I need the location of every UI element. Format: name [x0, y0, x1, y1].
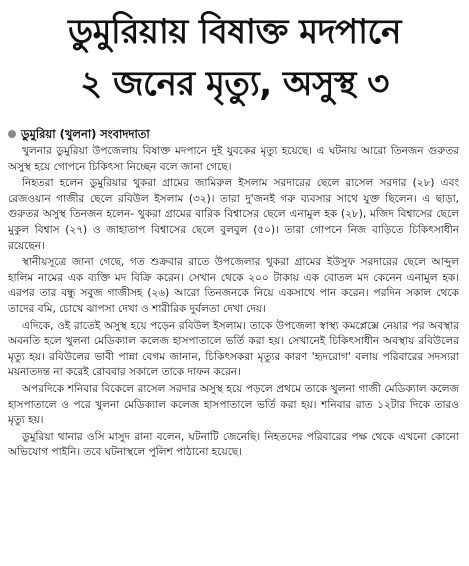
bullet-icon: [8, 130, 16, 138]
byline-place: ডুমুরিয়া (খুলনা): [21, 127, 97, 141]
article-paragraph-6: ডুমুরিয়া থানার ওসি মাসুদ রানা বলেন, ঘটনাটি জেনেছি। নিহতদের পরিবারের পক্ষ থেকে এখনো কোনো অভিযোগ পাইনি। তবে ঘটনাস্থলে পুলিশ পাঠানো হয়েছে।: [8, 430, 459, 459]
headline-line-1: ডুমুরিয়ায় বিষাক্ত মদপানে: [68, 12, 401, 52]
article-paragraph-4: এদিকে, ওই রাতেই অসুস্থ হয়ে পড়েন রবিউল ইসলাম। তাকে উপজেলা স্বাস্থ্য কমপ্লেক্সে নেয়ার পর অবস্থার অবনতি হলে খুলনা মেডিক্যাল কলেজ হাসপাতালে ভর্তি করা হয়। সেখানেই চিকিৎসাধীন অবস্থায় রবিউলের মৃত্যু হয়। রবিউলের ভাবী পান্না বেগম জানান, চিকিৎসকরা মৃত্যুর কারণ 'হৃদরোগ' বলায় পরিবারের সদস্যরা ময়নাতদন্ত না করেই রোববার সকালে তাকে দাফন করেন।: [8, 319, 459, 379]
article-paragraph-2: নিহতরা হলেন ডুমুরিয়ার থুকরা গ্রামের জামিরুল ইসলাম সরদারের ছেলে রাসেল সরদার (২৮) এবং রেজওয়ান গাজীর ছেলে রবিউল ইসলাম (৩২)। তারা দু'জনই গরু ব্যবসার সাথে যুক্ত ছিলেন। এ ছাড়া, গুরুতর অসুস্থ তিনজন হলেন- থুকরা গ্রামের বারিক বিশ্বাসের ছেলে এনামুল হক (২৮), মজিদ বিশ্বাসের ছেলে মুকুল বিশ্বাস (২৭) ও জাহাতাপ বিশ্বাসের ছেলে বুলবুল (৫০)। তারা গোপনে নিজ বাড়িতে চিকিৎসাধীন রয়েছেন।: [8, 177, 459, 252]
article-paragraph-5: অপরদিকে শনিবার বিকেলে রাসেল সরদার অসুস্থ হয়ে পড়লে প্রথমে তাকে খুলনা গাজী মেডিক্যাল কলেজ হাসপাতালে ও পরে খুলনা মেডিক্যাল কলেজ হাসপাতালে ভর্তি করা হয়। শনিবার রাত ১২টার দিকে তারও মৃত্যু হয়।: [8, 382, 459, 427]
headline-line-2: ২ জনের মৃত্যু, অসুস্থ ৩: [80, 64, 389, 104]
byline: [8, 126, 150, 142]
byline-reporter: সংবাদদাতা: [100, 127, 150, 141]
article-paragraph-1: খুলনার ডুমুরিয়া উপজেলায় বিষাক্ত মদপানে দুই যুবকের মৃত্যু হয়েছে। এ ঘটনায় আরো তিনজন গুরুতর অসুস্থ হয়ে গোপনে চিকিৎসা নিচ্ছেন বলে জানা গেছে।: [8, 145, 459, 173]
article-body: [8, 144, 459, 462]
article-paragraph-3: স্থানীয়সূত্রে জানা গেছে, গত শুক্রবার রাতে উপজেলার থুকরা গ্রামের ইউসুফ সরদারের ছেলে আব্দুল হালিম নামের এক ব্যক্তি মদ বিক্রি করেন। সেখান থেকে ২০০ টাকায় এক বোতল মদ কেনেন এনামুল হক। এরপর তার বন্ধু সবুজ গাজীসহ (২৬) আরো তিনজনকে নিয়ে একসাথে পান করেন। পরদিন সকাল থেকে তাদের বমি, চোখে ঝাপসা দেখা ও শারীরিক দুর্বলতা দেখা দেয়।: [8, 256, 459, 315]
headline: [8, 6, 461, 110]
